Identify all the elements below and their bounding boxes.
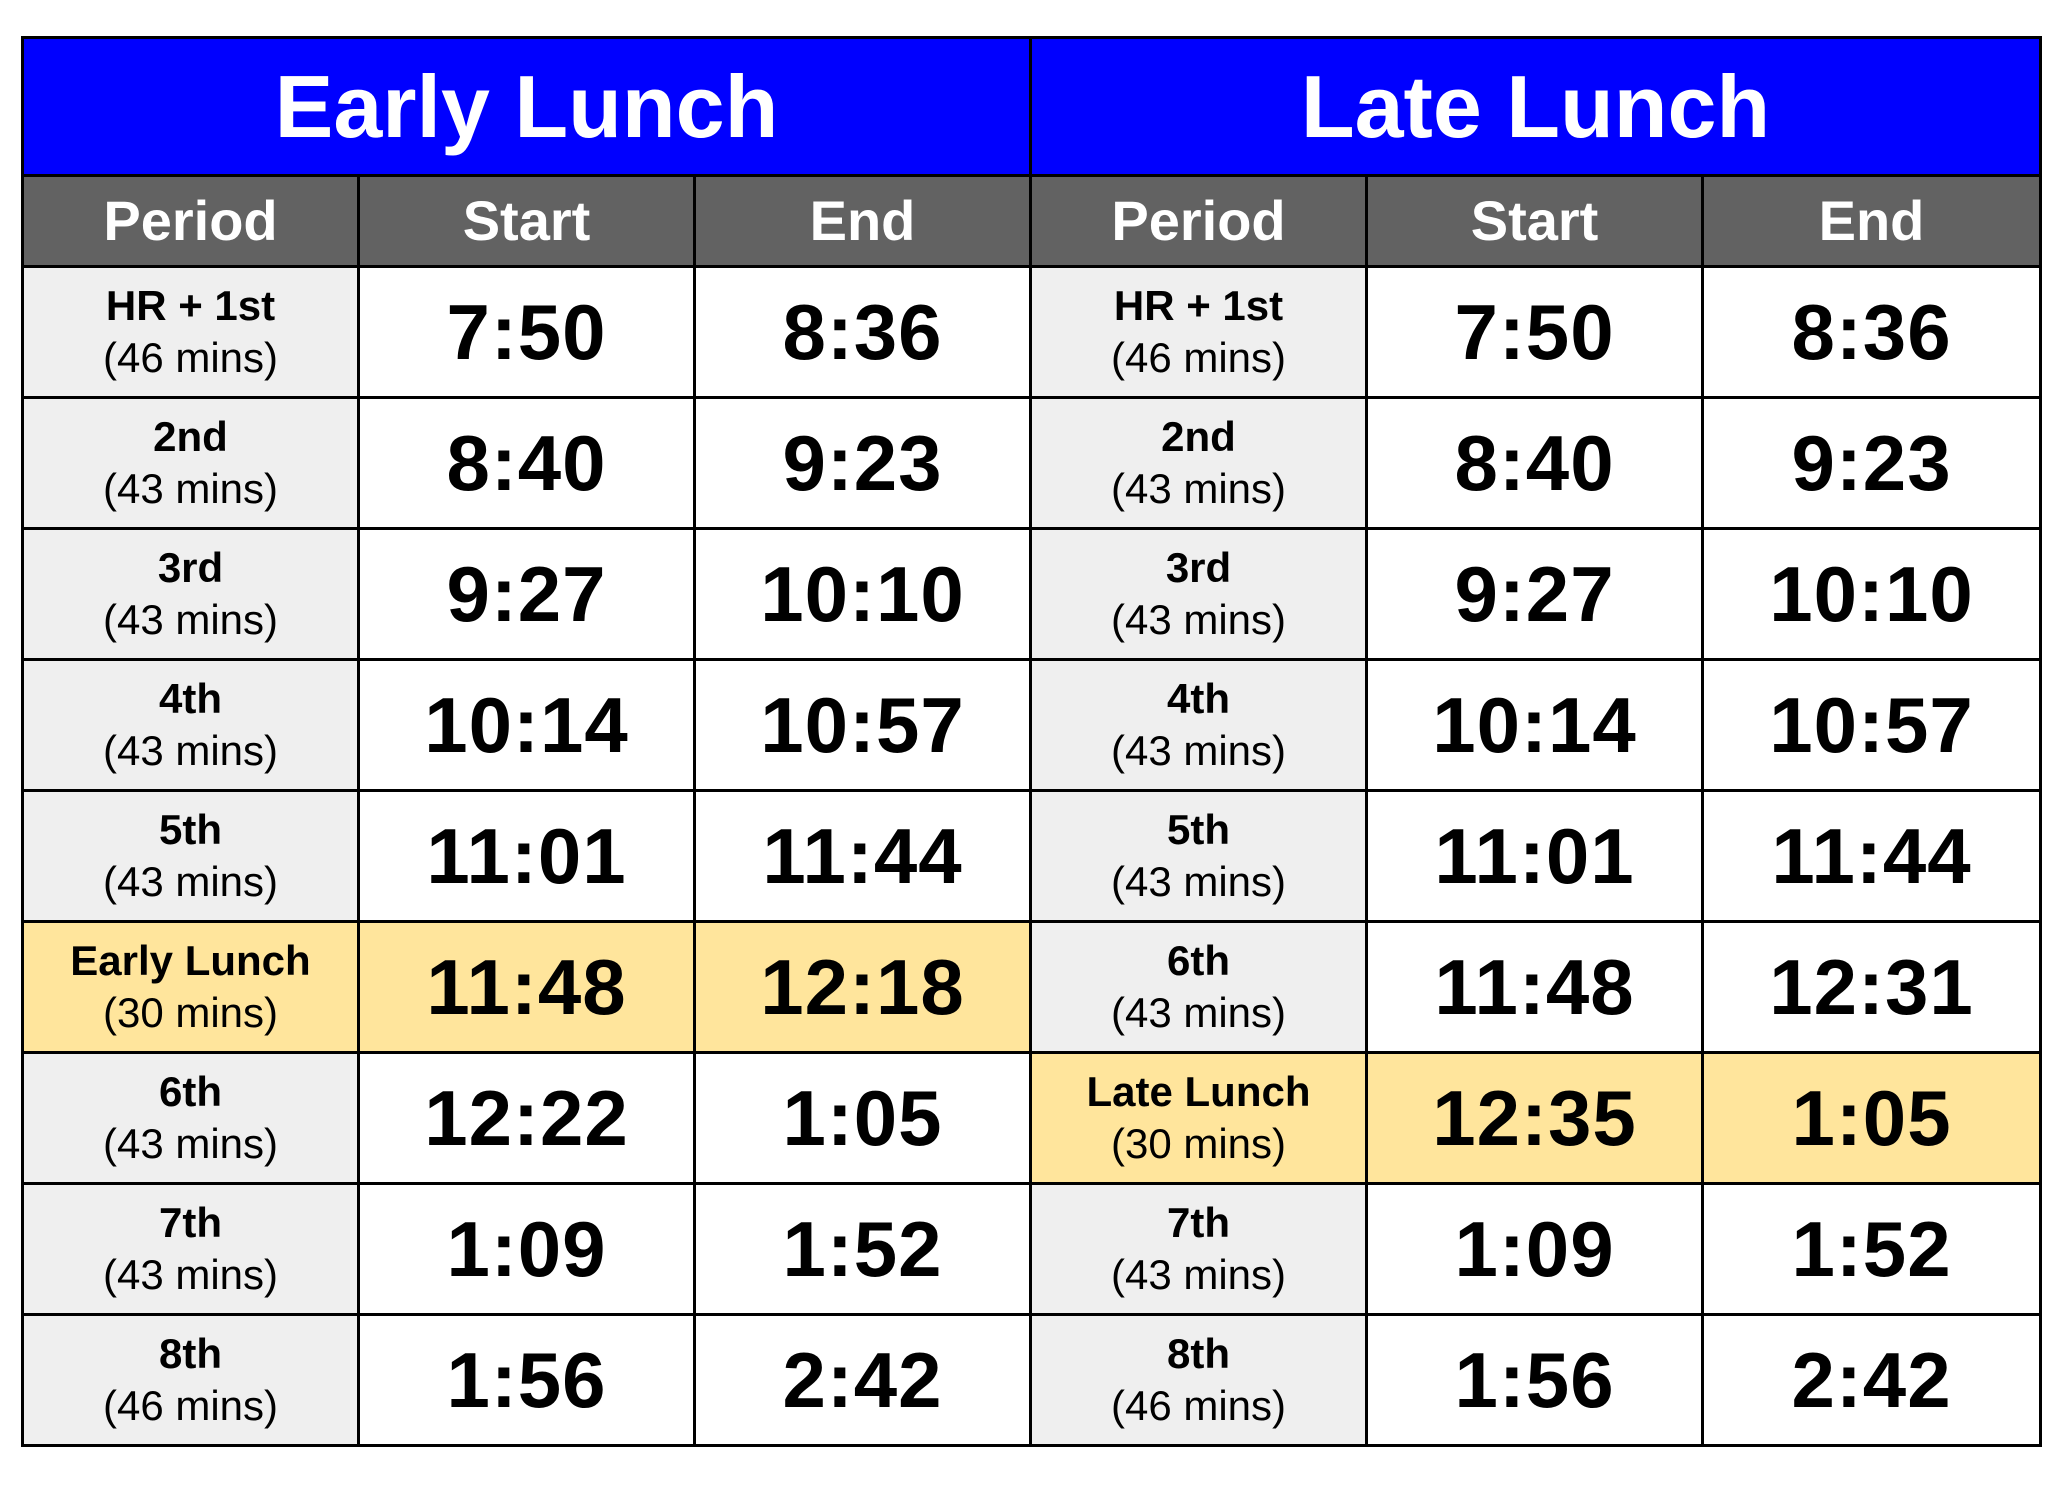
period-name: HR + 1st [1113, 282, 1284, 329]
period-duration: (46 mins) [102, 1382, 279, 1429]
early-start-time: 11:48 [359, 922, 695, 1053]
early-start-time: 8:40 [359, 398, 695, 529]
late-start-time: 1:56 [1367, 1315, 1703, 1446]
late-period-cell [1031, 922, 1367, 1053]
late-end-time: 9:23 [1703, 398, 2041, 529]
early-end-time: 10:57 [695, 660, 1031, 791]
early-end-time: 8:36 [695, 267, 1031, 398]
early-period-cell [23, 267, 359, 398]
period-name: 5th [1167, 806, 1231, 853]
late-end-time: 11:44 [1703, 791, 2041, 922]
early-period-cell [23, 398, 359, 529]
late-end-time: 1:52 [1703, 1184, 2041, 1315]
period-duration: (43 mins) [102, 727, 279, 774]
late-period-cell [1031, 660, 1367, 791]
early-period-cell [23, 660, 359, 791]
early-end-time: 12:18 [695, 922, 1031, 1053]
period-duration: (30 mins) [1110, 1120, 1287, 1167]
early-period-header: Period [23, 176, 359, 267]
late-period-cell [1031, 1184, 1367, 1315]
early-end-time: 1:05 [695, 1053, 1031, 1184]
period-duration: (43 mins) [102, 1251, 279, 1298]
early-end-time: 11:44 [695, 791, 1031, 922]
period-name: 4th [1167, 675, 1231, 722]
early-lunch-title: Early Lunch [23, 38, 1031, 176]
period-name: 2nd [1161, 413, 1236, 460]
early-end-header: End [695, 176, 1031, 267]
late-period-cell [1031, 1315, 1367, 1446]
early-period-cell [23, 1315, 359, 1446]
lunch-schedule-table [21, 36, 2042, 1447]
late-end-time: 8:36 [1703, 267, 2041, 398]
period-duration: (46 mins) [1110, 334, 1287, 381]
table-row [23, 1315, 2041, 1446]
late-period-cell [1031, 1053, 1367, 1184]
schedule-body [23, 267, 2041, 1446]
late-end-time: 1:05 [1703, 1053, 2041, 1184]
late-end-time: 10:57 [1703, 660, 2041, 791]
period-duration: (43 mins) [102, 1120, 279, 1167]
early-start-time: 11:01 [359, 791, 695, 922]
period-duration: (43 mins) [102, 596, 279, 643]
late-start-time: 7:50 [1367, 267, 1703, 398]
early-end-time: 9:23 [695, 398, 1031, 529]
table-row [23, 922, 2041, 1053]
early-period-cell [23, 1053, 359, 1184]
late-period-cell [1031, 791, 1367, 922]
late-end-time: 12:31 [1703, 922, 2041, 1053]
late-start-header: Start [1367, 176, 1703, 267]
period-name: Early Lunch [70, 937, 311, 984]
period-duration: (43 mins) [1110, 989, 1287, 1036]
period-name: HR + 1st [105, 282, 276, 329]
late-start-time: 8:40 [1367, 398, 1703, 529]
period-name: 8th [1167, 1330, 1231, 1377]
early-start-time: 10:14 [359, 660, 695, 791]
late-lunch-title: Late Lunch [1031, 38, 2041, 176]
period-duration: (46 mins) [102, 334, 279, 381]
late-start-time: 12:35 [1367, 1053, 1703, 1184]
period-name: 6th [159, 1068, 222, 1115]
period-name: 4th [159, 675, 222, 722]
period-duration: (43 mins) [1110, 596, 1287, 643]
period-duration: (30 mins) [102, 989, 279, 1036]
early-period-cell [23, 529, 359, 660]
period-name: 7th [1167, 1199, 1231, 1246]
early-start-time: 9:27 [359, 529, 695, 660]
period-duration: (43 mins) [102, 465, 279, 512]
late-start-time: 1:09 [1367, 1184, 1703, 1315]
period-name: 2nd [153, 413, 228, 460]
period-duration: (43 mins) [1110, 727, 1287, 774]
table-row [23, 1053, 2041, 1184]
period-name: 6th [1167, 937, 1231, 984]
early-end-time: 1:52 [695, 1184, 1031, 1315]
period-name: 7th [159, 1199, 222, 1246]
period-name: Late Lunch [1086, 1068, 1311, 1115]
early-start-time: 1:09 [359, 1184, 695, 1315]
late-start-time: 11:48 [1367, 922, 1703, 1053]
period-name: 3rd [157, 544, 224, 591]
late-period-cell [1031, 398, 1367, 529]
period-duration: (43 mins) [1110, 858, 1287, 905]
period-duration: (43 mins) [102, 858, 279, 905]
early-start-time: 12:22 [359, 1053, 695, 1184]
table-row [23, 529, 2041, 660]
early-period-cell [23, 1184, 359, 1315]
early-end-time: 10:10 [695, 529, 1031, 660]
table-row [23, 660, 2041, 791]
period-name: 5th [159, 806, 222, 853]
late-end-time: 10:10 [1703, 529, 2041, 660]
late-period-cell [1031, 529, 1367, 660]
period-duration: (43 mins) [1110, 465, 1287, 512]
table-row [23, 398, 2041, 529]
early-period-cell [23, 791, 359, 922]
period-duration: (43 mins) [1110, 1251, 1287, 1298]
late-start-time: 9:27 [1367, 529, 1703, 660]
early-start-time: 7:50 [359, 267, 695, 398]
late-period-cell [1031, 267, 1367, 398]
period-name: 8th [159, 1330, 222, 1377]
late-start-time: 11:01 [1367, 791, 1703, 922]
early-start-header: Start [359, 176, 695, 267]
table-row [23, 791, 2041, 922]
table-row [23, 267, 2041, 398]
late-period-header: Period [1031, 176, 1367, 267]
period-name: 3rd [1165, 544, 1232, 591]
early-end-time: 2:42 [695, 1315, 1031, 1446]
table-row [23, 1184, 2041, 1315]
late-start-time: 10:14 [1367, 660, 1703, 791]
late-end-time: 2:42 [1703, 1315, 2041, 1446]
early-start-time: 1:56 [359, 1315, 695, 1446]
early-period-cell [23, 922, 359, 1053]
late-end-header: End [1703, 176, 2041, 267]
period-duration: (46 mins) [1110, 1382, 1287, 1429]
